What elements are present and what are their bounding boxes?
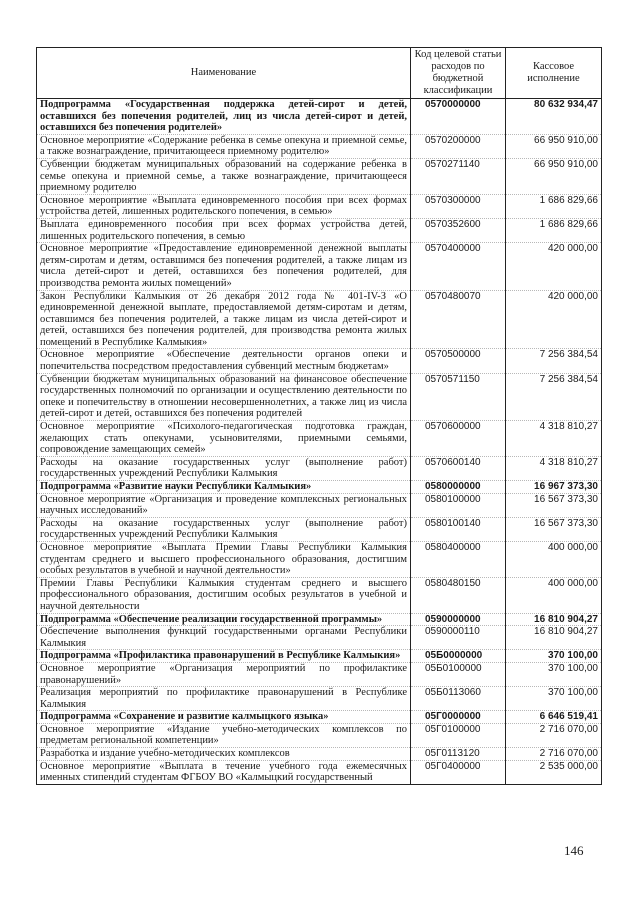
row-code: 0570480070 bbox=[411, 290, 506, 349]
page-number: 146 bbox=[564, 843, 584, 858]
header-code: Код целевой статьи расходов по бюджетной классификации bbox=[411, 48, 506, 99]
row-amount: 2 716 070,00 bbox=[506, 748, 602, 761]
table-row bbox=[37, 99, 602, 135]
row-amount: 400 000,00 bbox=[506, 577, 602, 613]
row-name: Расходы на оказание государственных услуг (выполнение работ) государственных учреждений Республики Калмыкия bbox=[37, 456, 411, 480]
row-amount: 16 567 373,30 bbox=[506, 517, 602, 541]
row-name: Основное мероприятие «Предоставление единовременной денежной выплаты детям-сиротам и детям, оставшимся без попечения родителей, а также лицам из числа детей-сирот и детей, оставшихся без попечения родителей, для производства ремонта жилых помещений» bbox=[37, 243, 411, 290]
table-header-row bbox=[37, 48, 602, 99]
table-row bbox=[37, 134, 602, 158]
table-row bbox=[37, 194, 602, 218]
row-name: Основное мероприятие «Выплата единовременного пособия при всех формах устройства детей, лишенных родительского попечения, в семью» bbox=[37, 194, 411, 218]
row-code: 0580480150 bbox=[411, 577, 506, 613]
row-name: Основное мероприятие «Психолого-педагогическая подготовка граждан, желающих стать опекунами, усыновителями, приемными семьями, сопровождение замещающих семей» bbox=[37, 421, 411, 457]
row-name: Подпрограмма «Государственная поддержка детей-сирот и детей, оставшихся без попечения родителей, лиц из числа детей-сирот и детей, оставшихся без попечения родителей» bbox=[37, 99, 411, 135]
row-code: 05Б0113060 bbox=[411, 687, 506, 711]
row-code: 0570352600 bbox=[411, 218, 506, 242]
row-code: 0570300000 bbox=[411, 194, 506, 218]
row-amount: 4 318 810,27 bbox=[506, 421, 602, 457]
row-name: Разработка и издание учебно-методических комплексов bbox=[37, 748, 411, 761]
row-code: 0570200000 bbox=[411, 134, 506, 158]
table-row bbox=[37, 650, 602, 663]
table-row bbox=[37, 349, 602, 373]
row-amount: 400 000,00 bbox=[506, 541, 602, 577]
row-name: Обеспечение выполнения функций государственными органами Республики Калмыкия bbox=[37, 626, 411, 650]
row-name: Подпрограмма «Развитие науки Республики Калмыкия» bbox=[37, 481, 411, 494]
table-row bbox=[37, 218, 602, 242]
row-name: Субвенции бюджетам муниципальных образований на содержание ребенка в семье опекуна и приемной семье, а также вознаграждение, причитающееся приемному родителю bbox=[37, 158, 411, 194]
row-amount: 66 950 910,00 bbox=[506, 158, 602, 194]
table-row bbox=[37, 723, 602, 747]
row-code: 0570400000 bbox=[411, 243, 506, 290]
table-row bbox=[37, 493, 602, 517]
row-name: Расходы на оказание государственных услуг (выполнение работ) государственных учреждений Республики Калмыкия bbox=[37, 517, 411, 541]
row-code: 05Б0000000 bbox=[411, 650, 506, 663]
row-amount: 6 646 519,41 bbox=[506, 711, 602, 724]
row-code: 0570000000 bbox=[411, 99, 506, 135]
row-amount: 16 810 904,27 bbox=[506, 613, 602, 626]
row-code: 0590000110 bbox=[411, 626, 506, 650]
row-amount: 66 950 910,00 bbox=[506, 134, 602, 158]
row-name: Основное мероприятие «Издание учебно-методических комплексов по предметам региональной компетенции» bbox=[37, 723, 411, 747]
row-amount: 80 632 934,47 bbox=[506, 99, 602, 135]
table-row bbox=[37, 662, 602, 686]
row-name: Премии Главы Республики Калмыкия студентам среднего и высшего профессионального образования, достигшим особых результатов в учебной и научной деятельности bbox=[37, 577, 411, 613]
header-amount: Кассовое исполнение bbox=[506, 48, 602, 99]
table-row bbox=[37, 613, 602, 626]
header-name: Наименование bbox=[37, 48, 411, 99]
row-code: 0580100000 bbox=[411, 493, 506, 517]
row-amount: 4 318 810,27 bbox=[506, 456, 602, 480]
row-name: Основное мероприятие «Выплата в течение учебного года ежемесячных именных стипендий студентам ФГБОУ ВО «Калмыцкий государственный bbox=[37, 760, 411, 784]
row-amount: 16 810 904,27 bbox=[506, 626, 602, 650]
table-row bbox=[37, 243, 602, 290]
row-name: Основное мероприятие «Организация мероприятий по профилактике правонарушений» bbox=[37, 662, 411, 686]
row-name: Основное мероприятие «Организация и проведение комплексных региональных научных исследований» bbox=[37, 493, 411, 517]
row-name: Подпрограмма «Сохранение и развитие калмыцкого языка» bbox=[37, 711, 411, 724]
row-name: Закон Республики Калмыкия от 26 декабря 2012 года № 401-IV-З «О единовременной денежной выплате, предоставляемой детям-сиротам и детям, оставшимся без попечения родителей, а также лицам из числа детей-сирот и детей, оставшихся без попечения родителей, для производства ремонта жилых помещений в Республике Калмыкия» bbox=[37, 290, 411, 349]
table-row bbox=[37, 456, 602, 480]
row-amount: 7 256 384,54 bbox=[506, 373, 602, 420]
row-name: Основное мероприятие «Обеспечение деятельности органов опеки и попечительства посредством предоставления субвенций местным бюджетам» bbox=[37, 349, 411, 373]
table-row bbox=[37, 421, 602, 457]
row-code: 05Г0100000 bbox=[411, 723, 506, 747]
table-row bbox=[37, 687, 602, 711]
row-amount: 420 000,00 bbox=[506, 290, 602, 349]
row-name: Основное мероприятие «Выплата Премии Главы Республики Калмыкия студентам среднего и высшего профессионального образования, достигшим особых результатов в учебной и научной деятельности» bbox=[37, 541, 411, 577]
table-row bbox=[37, 711, 602, 724]
row-amount: 1 686 829,66 bbox=[506, 194, 602, 218]
row-amount: 2 716 070,00 bbox=[506, 723, 602, 747]
row-amount: 16 567 373,30 bbox=[506, 493, 602, 517]
table-row bbox=[37, 517, 602, 541]
row-amount: 2 535 000,00 bbox=[506, 760, 602, 784]
row-code: 0590000000 bbox=[411, 613, 506, 626]
table-row bbox=[37, 541, 602, 577]
table-row bbox=[37, 626, 602, 650]
row-code: 0580400000 bbox=[411, 541, 506, 577]
row-code: 05Г0113120 bbox=[411, 748, 506, 761]
table-row bbox=[37, 290, 602, 349]
table-row bbox=[37, 577, 602, 613]
row-code: 0570571150 bbox=[411, 373, 506, 420]
row-code: 0570500000 bbox=[411, 349, 506, 373]
table-row bbox=[37, 748, 602, 761]
row-code: 0570600140 bbox=[411, 456, 506, 480]
row-amount: 370 100,00 bbox=[506, 687, 602, 711]
table-row bbox=[37, 158, 602, 194]
row-code: 0580000000 bbox=[411, 481, 506, 494]
row-amount: 1 686 829,66 bbox=[506, 218, 602, 242]
row-amount: 370 100,00 bbox=[506, 662, 602, 686]
row-amount: 16 967 373,30 bbox=[506, 481, 602, 494]
row-name: Выплата единовременного пособия при всех формах устройства детей, лишенных родительского попечения, в семью bbox=[37, 218, 411, 242]
row-code: 05Б0100000 bbox=[411, 662, 506, 686]
table-body bbox=[37, 99, 602, 785]
table-row bbox=[37, 481, 602, 494]
row-name: Основное мероприятие «Содержание ребенка в семье опекуна и приемной семье, а также вознаграждение, причитающееся приемному родителю» bbox=[37, 134, 411, 158]
row-amount: 370 100,00 bbox=[506, 650, 602, 663]
budget-execution-table bbox=[36, 47, 602, 785]
row-code: 05Г0000000 bbox=[411, 711, 506, 724]
row-amount: 7 256 384,54 bbox=[506, 349, 602, 373]
row-code: 0570271140 bbox=[411, 158, 506, 194]
budget-table-sheet bbox=[36, 47, 601, 785]
row-code: 0580100140 bbox=[411, 517, 506, 541]
row-code: 0570600000 bbox=[411, 421, 506, 457]
row-name: Подпрограмма «Профилактика правонарушений в Республике Калмыкия» bbox=[37, 650, 411, 663]
row-name: Подпрограмма «Обеспечение реализации государственной программы» bbox=[37, 613, 411, 626]
row-code: 05Г0400000 bbox=[411, 760, 506, 784]
table-row bbox=[37, 760, 602, 784]
table-row bbox=[37, 373, 602, 420]
row-amount: 420 000,00 bbox=[506, 243, 602, 290]
row-name: Реализация мероприятий по профилактике правонарушений в Республике Калмыкия bbox=[37, 687, 411, 711]
row-name: Субвенции бюджетам муниципальных образований на финансовое обеспечение государственных полномочий по организации и осуществлению деятельности по опеке и попечительству в отношении несовершеннолетних, а также лиц из числа детей-сирот и детей, оставшихся без попечения родителей bbox=[37, 373, 411, 420]
